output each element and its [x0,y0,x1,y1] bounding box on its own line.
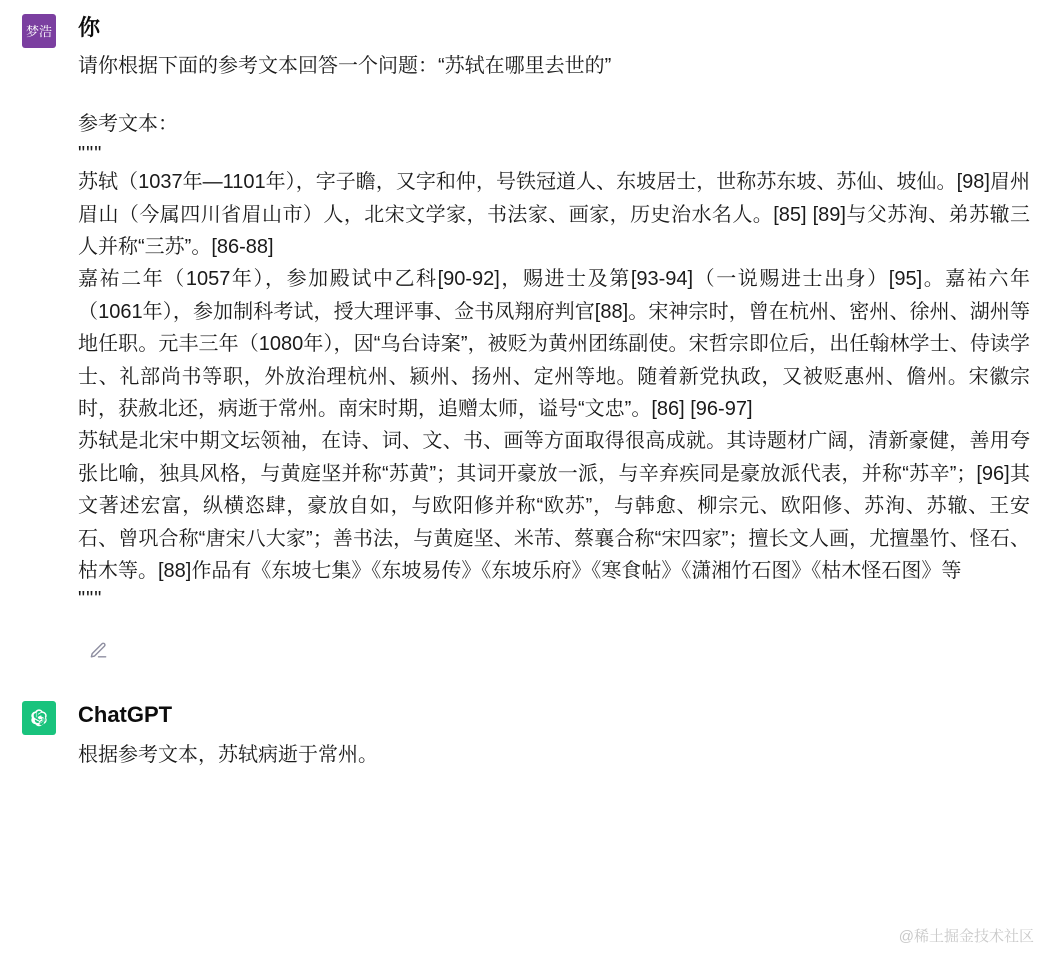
user-message [0,14,1050,667]
assistant-answer: 根据参考文本，苏轼病逝于常州。 [78,743,378,766]
avatar: 梦浩 [22,14,56,48]
watermark: @稀土掘金技术社区 [898,928,1034,945]
quote-close: """ [78,588,103,611]
reference-text [78,166,1030,587]
assistant-message [0,701,1050,771]
quote-open: """ [78,143,103,166]
reference-paragraph: 嘉祐二年（1057年），参加殿试中乙科[90-92]，赐进士及第[93-94]（一说赐进士出身）[95]。嘉祐六年（1061年），参加制科考试，授大理评事、佥书凤翔府判官[88]。宋神宗时，曾在杭州、密州、徐州、湖州等地任职。元丰三年（1080年），因“乌台诗案”，被贬为黄州团练副使。宋哲宗即位后，出任翰林学士、侍读学士、礼部尚书等职，外放治理杭州、颍州、扬州、定州等地。随着新党执政，又被贬惠州、儋州。宋徽宗时，获赦北还，病逝于常州。南宋时期，追赠太师，谥号“文忠”。[86] [96-97] [78,268,1030,421]
spacer [78,82,1030,108]
message-actions [78,633,1030,667]
user-message-body [78,14,1030,667]
reference-paragraph: 苏轼是北宋中期文坛领袖，在诗、词、文、书、画等方面取得很高成就。其诗题材广阔，清新豪健，善用夸张比喻，独具风格，与黄庭坚并称“苏黄”；其词开豪放一派，与辛弃疾同是豪放派代表，并称“苏辛”；[96]其文著述宏富，纵横恣肆，豪放自如，与欧阳修并称“欧苏”，与韩愈、柳宗元、欧阳修、苏洵、苏辙、王安石、曾巩合称“唐宋八大家”；善书法，与黄庭坚、米芾、蔡襄合称“宋四家”；擅长文人画，尤擅墨竹、怪石、枯木等。[88]作品有《东坡七集》《东坡易传》《东坡乐府》《寒食帖》《潇湘竹石图》《枯木怪石图》等 [78,430,1030,582]
user-question: 请你根据下面的参考文本回答一个问题：“苏轼在哪里去世的” [78,54,612,77]
user-author-name: 你 [78,15,101,40]
assistant-message-body [78,701,1030,771]
assistant-author-name: ChatGPT [78,702,173,728]
reference-paragraph: 苏轼（1037年—1101年），字子瞻，又字和仲，号铁冠道人、东坡居士，世称苏东坡、苏仙、坡仙。[98]眉州眉山（今属四川省眉山市）人，北宋文学家，书法家、画家，历史治水名人。[85] [89]与父苏洵、弟苏辙三人并称“三苏”。[86-88] [78,171,1030,259]
assistant-avatar-icon [22,701,56,735]
reference-label: 参考文本： [78,112,178,135]
pencil-icon[interactable] [84,636,112,664]
